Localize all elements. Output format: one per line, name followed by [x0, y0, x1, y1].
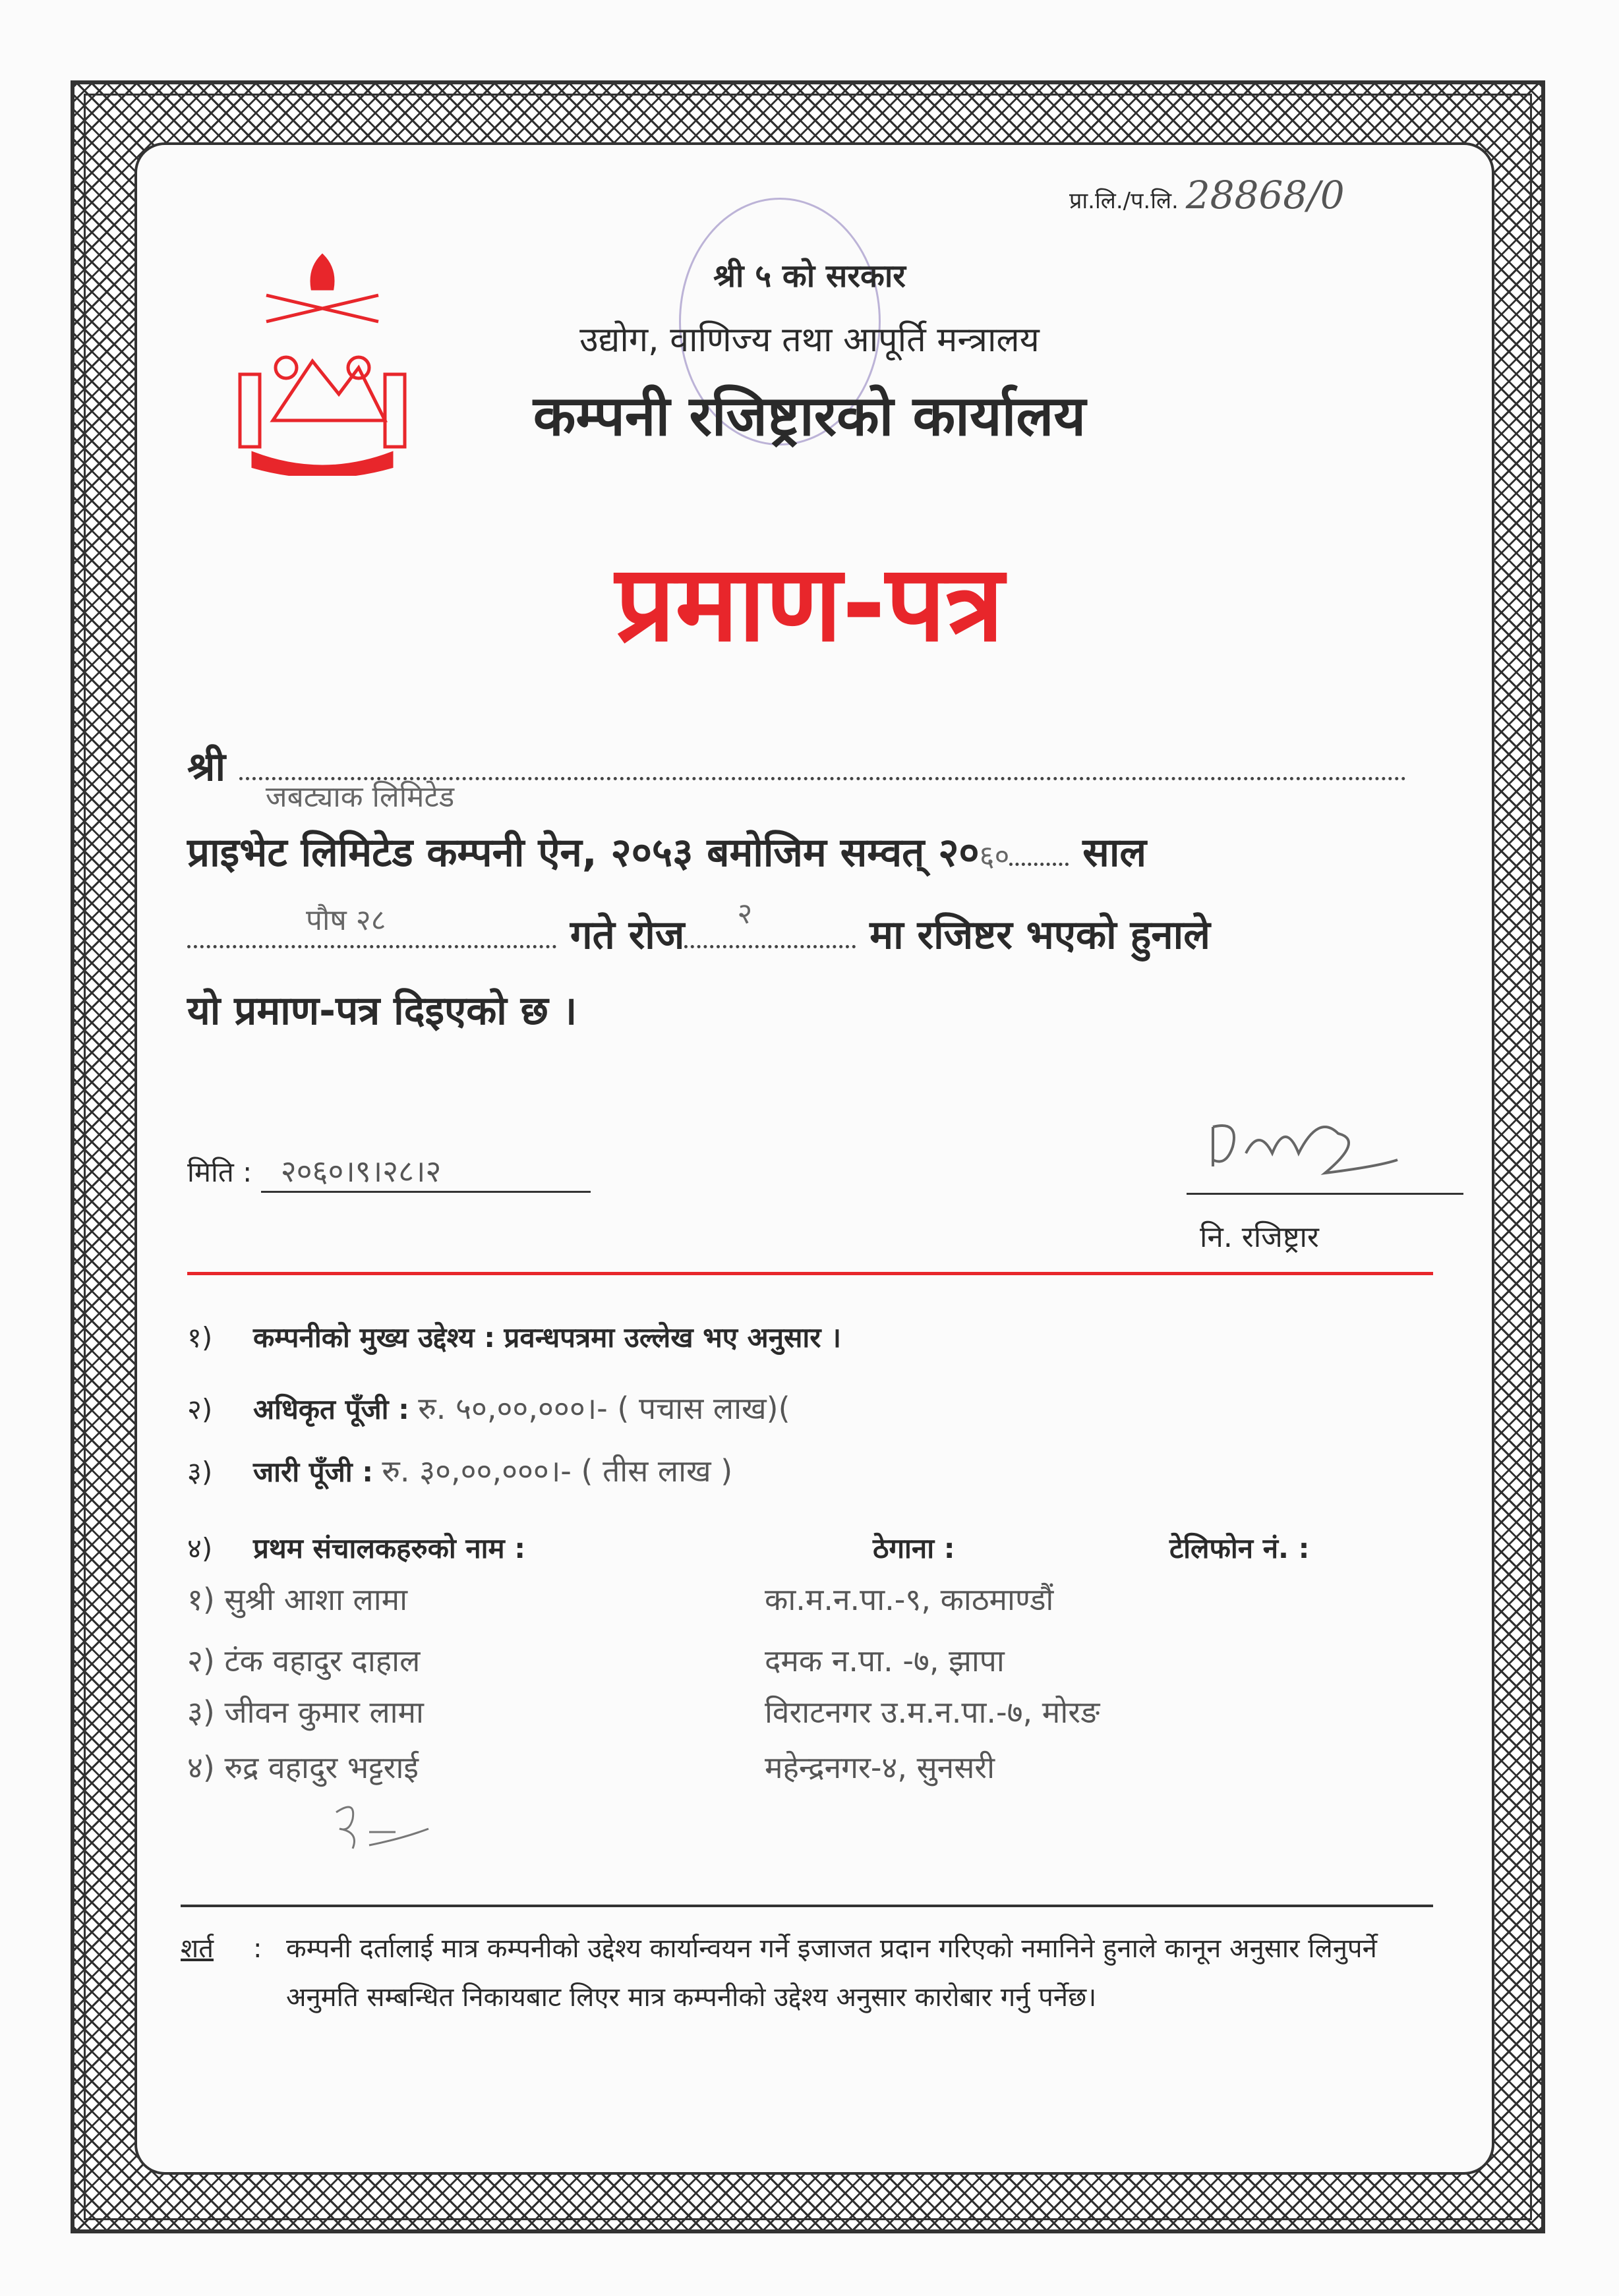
detail-num: १) — [187, 1321, 213, 1354]
government-name: श्री ५ को सरकार — [713, 258, 906, 295]
detail-label: जारी पूँजी : — [253, 1456, 374, 1488]
condition-text: कम्पनी दर्तालाई मात्र कम्पनीको उद्देश्य कार्यान्वयन गर्ने इजाजत प्रदान गरिएको नमानिने हुनाले कानून अनुसार लिनुपर्ने अनुमति सम्बन्धित निकायबाट लिएर मात्र कम्पनीको उद्देश्य अनुसार कारोबार गर्नु पर्नेछ। — [286, 1934, 1377, 2013]
year-value: ६० — [979, 840, 1010, 873]
col-address: ठेगाना : — [873, 1532, 955, 1564]
ref-label: प्रा.लि./प.लि. — [1069, 188, 1179, 214]
director-address: दमक न.पा. -७, झापा — [765, 1643, 1005, 1679]
certificate-title: प्रमाण-पत्र — [615, 542, 1004, 665]
directors-header — [187, 1529, 1374, 1566]
condition-label: शर्त — [181, 1934, 214, 1964]
detail-value: रु. ३०,००,०००।- ( तीस लाख ) — [382, 1453, 733, 1489]
condition-note: शर्त : कम्पनी दर्तालाई मात्र कम्पनीको उद्देश्य कार्यान्वयन गर्ने इजाजत प्रदान गरिएको नमानिने हुनाले कानून अनुसार लिनुपर्ने अनुमति सम्बन्धित निकायबाट लिएर मात्र कम्पनीको उद्देश्य अनुसार कारोबार गर्नु पर्नेछ। — [181, 1924, 1433, 2022]
issue-date — [187, 1150, 591, 1193]
detail-value: प्रवन्धपत्रमा उल्लेख भए अनुसार । — [504, 1321, 842, 1354]
detail-num: २) — [187, 1393, 213, 1425]
office-name: कम्पनी रजिष्ट्रारको कार्यालय — [533, 384, 1086, 448]
detail-issued-capital — [187, 1450, 732, 1491]
director-name: ४) रुद्र वहादुर भट्टराई — [187, 1750, 419, 1785]
honorific: श्री — [187, 744, 226, 790]
ministry-name: उद्योग, वाणिज्य तथा आपूर्ति मन्त्रालय — [579, 320, 1040, 360]
date-value: २०६०।९।२८।२ — [261, 1150, 591, 1193]
company-name: जबट्याक लिमिटेड — [265, 780, 455, 814]
detail-value: रु. ५०,००,०००।- ( पचास लाख)( — [418, 1391, 790, 1426]
registered-text: मा रजिष्टर भएको हुनाले — [869, 912, 1210, 958]
certificate-issued-text: यो प्रमाण-पत्र दिइएको छ । — [187, 988, 577, 1034]
detail-num: ३) — [187, 1456, 213, 1488]
detail-label: अधिकृत पूँजी : — [253, 1393, 409, 1425]
detail-authorized-capital — [187, 1387, 790, 1428]
registration-line — [187, 824, 1146, 878]
divider-black — [181, 1905, 1433, 1907]
detail-objective — [187, 1318, 841, 1356]
signatory-role: नि. रजिष्ट्रार — [1200, 1220, 1319, 1254]
director-address: का.म.न.पा.-९, काठमाण्डौं — [765, 1582, 1054, 1617]
ref-number: 28868/0 — [1185, 173, 1345, 217]
signature-line — [1187, 1193, 1463, 1195]
divider-red — [187, 1272, 1433, 1275]
col-name: प्रथम संचालकहरुको नाम : — [253, 1532, 526, 1564]
director-address: महेन्द्रनगर-४, सुनसरी — [765, 1750, 995, 1785]
detail-label: कम्पनीको मुख्य उद्देश्य : — [253, 1321, 496, 1354]
year-suffix: साल — [1082, 830, 1147, 876]
weekday-value: २ — [737, 897, 753, 931]
director-name: २) टंक वहादुर दाहाल — [187, 1643, 421, 1679]
month-day-value: पौष २८ — [306, 904, 386, 937]
company-name-line — [187, 738, 1406, 814]
director-name: १) सुश्री आशा लामा — [187, 1582, 408, 1617]
registration-ref — [1069, 173, 1345, 217]
date-label: मिति : — [187, 1156, 252, 1188]
director-name: ३) जीवन कुमार लामा — [187, 1694, 424, 1730]
detail-num: ४) — [187, 1532, 213, 1564]
signature-icon — [1187, 1107, 1470, 1193]
initials-icon — [330, 1793, 435, 1852]
col-phone: टेलिफोन नं. : — [1169, 1532, 1310, 1564]
director-address: विराटनगर उ.म.न.पा.-७, मोरङ — [765, 1694, 1100, 1730]
act-text: प्राइभेट लिमिटेड कम्पनी ऐन, २०५३ बमोजिम सम्वत् २० — [187, 830, 980, 876]
day-label: गते रोज — [570, 912, 685, 958]
date-line — [187, 897, 1210, 960]
